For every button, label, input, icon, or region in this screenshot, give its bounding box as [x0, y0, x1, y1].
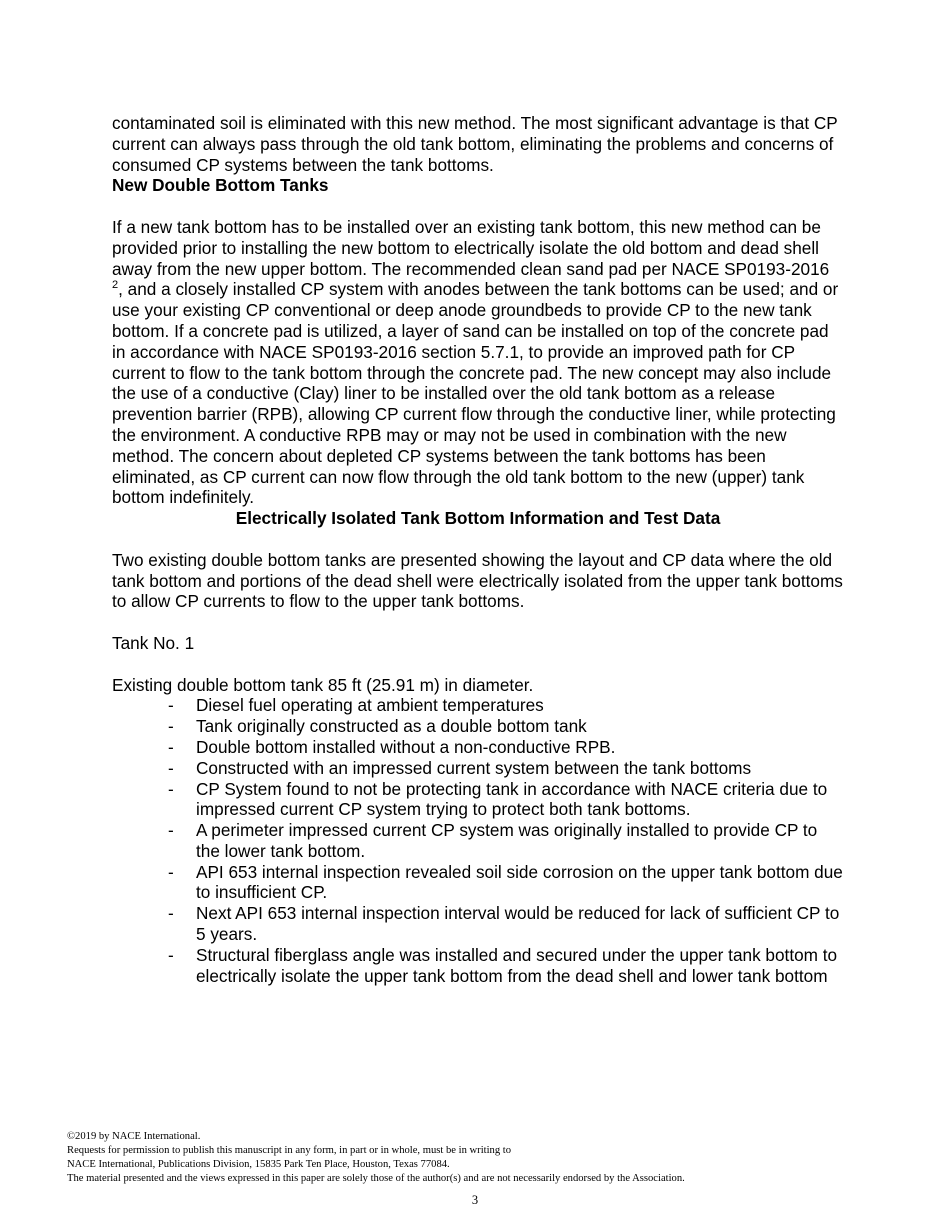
bullet-dash: - [168, 903, 174, 924]
list-item-text: Structural fiberglass angle was installed and secured under the upper tank bottom to electrically isolate the upper tank bottom from the dead shell and lower tank bottom [196, 944, 838, 986]
tank-description: Existing double bottom tank 85 ft (25.91 m) in diameter. [112, 674, 534, 695]
list-item-text: A perimeter impressed current CP system was originally installed to provide CP to the lower tank bottom. [196, 820, 818, 861]
paragraph-text-part2: , and a closely installed CP system with anodes between the tank bottoms can be used; and or use your existing CP conventional or deep anode groundbeds to provide CP to the new tank bottom. If a concrete pad is utilized, a layer of sand can be installed on top of the concrete pad in accordance with NACE SP0193-2016 section 5.7.1, to provide an improved path for CP current to flow to the tank bottom through the concrete pad. The new concept may also include the use of a conductive (Clay) liner to be installed over the old tank bottom as a release prevention barrier (RPB), allowing CP current flow through the conductive liner, while protecting the environment. A conductive RPB may or may not be used in combination with the new method. The concern about depleted CP systems between the tank bottoms has been eliminated, as CP current can now flow through the old tank bottom to the new (upper) tank bottom indefinitely. [112, 279, 839, 508]
list-item [112, 903, 844, 945]
list-item [112, 779, 844, 821]
new-double-bottom-paragraph [112, 217, 844, 508]
list-item-text: API 653 internal inspection revealed soil side corrosion on the upper tank bottom due to insufficient CP. [196, 861, 843, 903]
bullet-dash: - [168, 820, 174, 841]
tank-label: Tank No. 1 [112, 632, 195, 653]
list-item-text: Next API 653 internal inspection interval would be reduced for lack of sufficient CP to 5 years. [196, 903, 840, 945]
bullet-dash: - [168, 736, 174, 757]
bullet-dash: - [168, 695, 174, 716]
list-item [112, 862, 844, 904]
list-item [112, 716, 844, 737]
list-item [112, 945, 844, 987]
footer-disclaimer: The material presented and the views expressed in this paper are solely those of the author(s) and are not necessarily endorsed by the Association. [67, 1173, 685, 1184]
main-content [112, 113, 844, 986]
paragraph-text-part1: If a new tank bottom has to be installed over an existing tank bottom, this new method can be provided prior to installing the new bottom to electrically isolate the old bottom and dead shell away from the new upper bottom. The recommended clean sand pad per NACE SP0193-2016 [112, 216, 830, 279]
list-item [112, 737, 844, 758]
list-item-text: Diesel fuel operating at ambient temperatures [196, 695, 544, 716]
bullet-dash: - [168, 757, 174, 778]
isolated-tank-paragraph: Two existing double bottom tanks are presented showing the layout and CP data where the old tank bottom and portions of the dead shell were electrically isolated from the upper tank bottoms to allow CP currents to flow to the upper tank bottoms. [112, 549, 843, 612]
list-item-text: Constructed with an impressed current system between the tank bottoms [196, 757, 752, 778]
bullet-dash: - [168, 716, 174, 737]
list-item [112, 758, 844, 779]
reference-superscript: 2 [112, 278, 119, 291]
footer-copyright: ©2019 by NACE International. [67, 1131, 201, 1142]
section-heading-isolated-tank: Electrically Isolated Tank Bottom Information and Test Data [235, 508, 721, 529]
bullet-dash: - [168, 861, 174, 882]
tank-details-list [112, 695, 844, 986]
section-heading-new-double-bottom: New Double Bottom Tanks [112, 175, 329, 196]
footer-permission: Requests for permission to publish this manuscript in any form, in part or in whole, must be in writing to [67, 1145, 512, 1156]
list-item-text: Double bottom installed without a non-conductive RPB. [196, 736, 616, 757]
intro-paragraph: contaminated soil is eliminated with this new method. The most significant advantage is that CP current can always pass through the old tank bottom, eliminating the problems and concerns of consumed CP systems between the tank bottoms. [112, 113, 838, 175]
bullet-dash: - [168, 778, 174, 799]
list-item-text: CP System found to not be protecting tank in accordance with NACE criteria due to impressed current CP system trying to protect both tank bottoms. [196, 778, 828, 820]
bullet-dash: - [168, 944, 174, 965]
footer-address: NACE International, Publications Division, 15835 Park Ten Place, Houston, Texas 77084. [67, 1159, 450, 1170]
list-item [112, 820, 844, 862]
page-number: 3 [471, 1193, 479, 1207]
list-item-text: Tank originally constructed as a double bottom tank [196, 716, 587, 737]
list-item [112, 695, 844, 716]
page-footer [67, 1130, 887, 1186]
